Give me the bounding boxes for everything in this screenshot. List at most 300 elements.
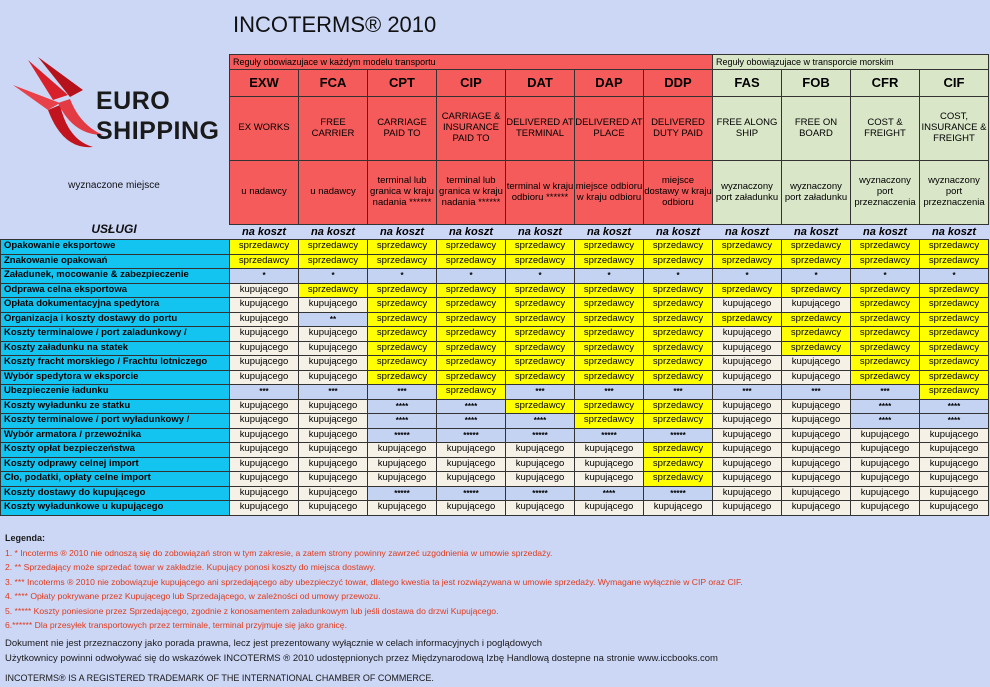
cost-label: na koszt [644, 225, 713, 240]
responsibility-cell: sprzedawcy [644, 472, 713, 487]
responsibility-cell: sprzedawcy [575, 356, 644, 371]
responsibility-cell: sprzedawcy [920, 298, 989, 313]
cost-label: na koszt [299, 225, 368, 240]
responsibility-cell: kupującego [230, 486, 299, 501]
responsibility-cell: sprzedawcy [644, 298, 713, 313]
legend-item: 3. *** Incoterms ® 2010 nie zobowiązuje kupującego ani sprzedającego aby ubezpieczyć towar, dlatego kwestia ta jest rozwiązywana w umowie sprzedaży. Wymagane wyłącznie w CIP oraz CIF. [5, 576, 743, 587]
cost-label: na koszt [920, 225, 989, 240]
term-description: FREE CARRIER [299, 97, 368, 161]
responsibility-cell: **** [368, 414, 437, 429]
service-label: Koszty fracht morskiego / Frachtu lotniczego [1, 356, 230, 371]
responsibility-cell: sprzedawcy [782, 312, 851, 327]
legend-item: 1. * Incoterms ® 2010 nie odnoszą się do zobowiązań stron w tym zakresie, a zatem strony powinny zawrzeć uzgodnienia w umowie sprzedaży. [5, 547, 553, 558]
responsibility-cell: kupującego [506, 457, 575, 472]
responsibility-cell: **** [368, 399, 437, 414]
table-row [1, 385, 989, 400]
responsibility-cell: **** [851, 399, 920, 414]
term-place: wyznaczony port załadunku [782, 161, 851, 225]
term-place: u nadawcy [299, 161, 368, 225]
responsibility-cell: kupującego [782, 486, 851, 501]
service-label: Załadunek, mocowanie & zabezpieczenie [1, 269, 230, 284]
term-code-dat: DAT [506, 70, 575, 97]
table-row [1, 486, 989, 501]
incoterms-table [0, 54, 989, 516]
responsibility-cell: sprzedawcy [644, 327, 713, 342]
responsibility-cell: kupującego [851, 457, 920, 472]
responsibility-cell: sprzedawcy [644, 370, 713, 385]
responsibility-cell: kupującego [851, 472, 920, 487]
responsibility-cell: kupującego [299, 399, 368, 414]
responsibility-cell: kupującego [644, 501, 713, 516]
responsibility-cell: sprzedawcy [368, 356, 437, 371]
responsibility-cell: **** [437, 414, 506, 429]
term-place: wyznaczony port przeznaczenia [920, 161, 989, 225]
responsibility-cell: kupującego [299, 298, 368, 313]
responsibility-cell: ***** [506, 486, 575, 501]
responsibility-cell: kupującego [299, 486, 368, 501]
responsibility-cell: sprzedawcy [713, 240, 782, 255]
responsibility-cell: sprzedawcy [920, 283, 989, 298]
responsibility-cell: kupującego [230, 327, 299, 342]
term-place: terminal lub granica w kraju nadania ****** [437, 161, 506, 225]
responsibility-cell: kupującego [368, 443, 437, 458]
term-description: DELIVERED AT PLACE [575, 97, 644, 161]
responsibility-cell: sprzedawcy [437, 385, 506, 400]
logo-text-shipping: SHIPPING [96, 117, 220, 145]
responsibility-cell: kupującego [575, 501, 644, 516]
responsibility-cell: * [782, 269, 851, 284]
responsibility-cell: kupującego [437, 501, 506, 516]
responsibility-cell: kupującego [299, 457, 368, 472]
responsibility-cell: kupującego [713, 443, 782, 458]
responsibility-cell: sprzedawcy [299, 254, 368, 269]
responsibility-cell: kupującego [782, 370, 851, 385]
responsibility-cell: sprzedawcy [920, 370, 989, 385]
responsibility-cell: sprzedawcy [920, 385, 989, 400]
responsibility-cell: *** [575, 385, 644, 400]
term-description: FREE ON BOARD [782, 97, 851, 161]
responsibility-cell: kupującego [575, 443, 644, 458]
responsibility-cell: sprzedawcy [575, 399, 644, 414]
legend [5, 531, 743, 633]
responsibility-cell: kupującego [230, 457, 299, 472]
service-label: Koszty dostawy do kupującego [1, 486, 230, 501]
responsibility-cell: sprzedawcy [782, 341, 851, 356]
responsibility-cell: kupującego [299, 356, 368, 371]
disclaimer [5, 637, 718, 666]
table-row [1, 356, 989, 371]
responsibility-cell: sprzedawcy [920, 356, 989, 371]
responsibility-cell: kupującego [782, 298, 851, 313]
responsibility-cell: kupującego [920, 472, 989, 487]
responsibility-cell: kupującego [230, 370, 299, 385]
responsibility-cell: sprzedawcy [299, 240, 368, 255]
responsibility-cell: *** [713, 385, 782, 400]
cost-label: na koszt [230, 225, 299, 240]
responsibility-cell: sprzedawcy [644, 443, 713, 458]
responsibility-cell: sprzedawcy [368, 327, 437, 342]
table-row [1, 472, 989, 487]
responsibility-cell: kupującego [299, 443, 368, 458]
responsibility-cell: sprzedawcy [368, 298, 437, 313]
responsibility-cell: sprzedawcy [644, 356, 713, 371]
banner-all-transport: Reguły obowiazujace w każdym modelu transportu [230, 55, 713, 70]
cost-label: na koszt [368, 225, 437, 240]
responsibility-cell: sprzedawcy [506, 370, 575, 385]
responsibility-cell: ** [299, 312, 368, 327]
responsibility-cell: sprzedawcy [506, 399, 575, 414]
responsibility-cell: kupującego [782, 399, 851, 414]
term-code-fca: FCA [299, 70, 368, 97]
table-row [1, 254, 989, 269]
term-description: FREE ALONG SHIP [713, 97, 782, 161]
responsibility-cell: sprzedawcy [782, 240, 851, 255]
responsibility-cell: sprzedawcy [368, 370, 437, 385]
responsibility-cell: kupującego [782, 443, 851, 458]
responsibility-cell: *** [644, 385, 713, 400]
term-place: wyznaczony port przeznaczenia [851, 161, 920, 225]
responsibility-cell: sprzedawcy [506, 240, 575, 255]
responsibility-cell: sprzedawcy [437, 283, 506, 298]
responsibility-cell: **** [851, 414, 920, 429]
responsibility-cell: kupującego [920, 501, 989, 516]
responsibility-cell: kupującego [782, 428, 851, 443]
responsibility-cell: ***** [644, 428, 713, 443]
responsibility-cell: kupującego [506, 472, 575, 487]
responsibility-cell: kupującego [230, 298, 299, 313]
responsibility-cell: kupującego [713, 486, 782, 501]
responsibility-cell: sprzedawcy [575, 312, 644, 327]
responsibility-cell: kupującego [713, 399, 782, 414]
responsibility-cell: sprzedawcy [713, 283, 782, 298]
responsibility-cell: kupującego [713, 501, 782, 516]
responsibility-cell: sprzedawcy [506, 341, 575, 356]
trademark-note: INCOTERMS® IS A REGISTERED TRADEMARK OF THE INTERNATIONAL CHAMBER OF COMMERCE. [5, 673, 434, 683]
responsibility-cell: kupującego [782, 457, 851, 472]
term-code-dap: DAP [575, 70, 644, 97]
responsibility-cell: kupującego [230, 501, 299, 516]
responsibility-cell: * [230, 269, 299, 284]
legend-item: 4. **** Opłaty pokrywane przez Kupującego lub Sprzedającego, w zależności od umowy przewozu. [5, 591, 381, 601]
responsibility-cell: sprzedawcy [437, 341, 506, 356]
responsibility-cell: * [851, 269, 920, 284]
header-spacer [1, 55, 230, 240]
responsibility-cell: kupującego [713, 341, 782, 356]
responsibility-cell: sprzedawcy [368, 341, 437, 356]
responsibility-cell: **** [575, 486, 644, 501]
responsibility-cell: sprzedawcy [368, 254, 437, 269]
responsibility-cell: kupującego [713, 370, 782, 385]
service-label: Koszty wyładunkowe u kupującego [1, 501, 230, 516]
responsibility-cell: sprzedawcy [782, 254, 851, 269]
responsibility-cell: sprzedawcy [644, 341, 713, 356]
responsibility-cell: sprzedawcy [851, 283, 920, 298]
table-row [1, 399, 989, 414]
term-place: miejsce odbioru w kraju odbioru [575, 161, 644, 225]
responsibility-cell: sprzedawcy [920, 327, 989, 342]
responsibility-cell: kupującego [920, 443, 989, 458]
service-label: Koszty odprawy celnej import [1, 457, 230, 472]
responsibility-cell: kupującego [230, 472, 299, 487]
responsibility-cell: kupującego [920, 486, 989, 501]
disclaimer-line: Użytkownicy powinni odwoływać się do wskazówek INCOTERMS ® 2010 udostępnionych przez Międzynarodową Izbę Handlową dostepne na stronie www.iccbooks.com [5, 652, 718, 664]
responsibility-cell: sprzedawcy [437, 254, 506, 269]
responsibility-cell: kupującego [230, 428, 299, 443]
responsibility-cell: sprzedawcy [920, 341, 989, 356]
term-description: COST, INSURANCE & FREIGHT [920, 97, 989, 161]
responsibility-cell: *** [506, 385, 575, 400]
table-row [1, 501, 989, 516]
responsibility-cell: sprzedawcy [920, 240, 989, 255]
term-description: CARRIAGE & INSURANCE PAID TO [437, 97, 506, 161]
cost-label: na koszt [782, 225, 851, 240]
service-label: Ubezpieczenie ładunku [1, 385, 230, 400]
responsibility-cell: sprzedawcy [644, 283, 713, 298]
responsibility-cell: sprzedawcy [575, 254, 644, 269]
responsibility-cell: sprzedawcy [575, 283, 644, 298]
responsibility-cell: **** [920, 414, 989, 429]
cost-label: na koszt [437, 225, 506, 240]
responsibility-cell: sprzedawcy [575, 240, 644, 255]
table-row [1, 283, 989, 298]
responsibility-cell: sprzedawcy [575, 414, 644, 429]
responsibility-cell: sprzedawcy [851, 254, 920, 269]
responsibility-cell: kupującego [506, 443, 575, 458]
responsibility-cell: kupującego [713, 327, 782, 342]
responsibility-cell: *** [299, 385, 368, 400]
responsibility-cell: sprzedawcy [437, 327, 506, 342]
responsibility-cell: **** [920, 399, 989, 414]
table-row [1, 269, 989, 284]
responsibility-cell: kupującego [713, 414, 782, 429]
term-place: wyznaczony port załadunku [713, 161, 782, 225]
responsibility-cell: sprzedawcy [851, 327, 920, 342]
responsibility-cell: kupującego [713, 298, 782, 313]
service-label: Koszty załadunku na statek [1, 341, 230, 356]
responsibility-cell: sprzedawcy [713, 312, 782, 327]
responsibility-cell: kupującego [782, 356, 851, 371]
responsibility-cell: kupującego [851, 501, 920, 516]
responsibility-cell: sprzedawcy [230, 254, 299, 269]
term-code-exw: EXW [230, 70, 299, 97]
responsibility-cell: kupującego [713, 356, 782, 371]
responsibility-cell: sprzedawcy [644, 312, 713, 327]
responsibility-cell: sprzedawcy [644, 414, 713, 429]
responsibility-cell: * [506, 269, 575, 284]
responsibility-cell: kupującego [230, 341, 299, 356]
responsibility-cell: sprzedawcy [644, 399, 713, 414]
responsibility-cell: * [437, 269, 506, 284]
responsibility-cell: kupującego [437, 443, 506, 458]
responsibility-cell: sprzedawcy [644, 240, 713, 255]
responsibility-cell: * [920, 269, 989, 284]
responsibility-cell: kupującego [575, 457, 644, 472]
responsibility-cell: sprzedawcy [299, 283, 368, 298]
service-label: Koszty wyładunku ze statku [1, 399, 230, 414]
responsibility-cell: ***** [437, 486, 506, 501]
responsibility-cell: * [368, 269, 437, 284]
service-label: Odprawa celna eksportowa [1, 283, 230, 298]
responsibility-cell: kupującego [920, 457, 989, 472]
responsibility-cell: kupującego [230, 356, 299, 371]
responsibility-cell: ***** [437, 428, 506, 443]
responsibility-cell: kupującego [368, 457, 437, 472]
responsibility-cell: kupującego [920, 428, 989, 443]
responsibility-cell: ***** [644, 486, 713, 501]
responsibility-cell: kupującego [299, 472, 368, 487]
responsibility-cell: sprzedawcy [575, 298, 644, 313]
term-place: u nadawcy [230, 161, 299, 225]
responsibility-cell: kupującego [368, 501, 437, 516]
legend-item: 2. ** Sprzedający może sprzedać towar w zakładzie. Kupujący ponosi koszty do miejsca dostawy. [5, 562, 376, 572]
service-label: Koszty terminalowe / port zaladunkowy / [1, 327, 230, 342]
responsibility-cell: * [299, 269, 368, 284]
responsibility-cell: sprzedawcy [851, 370, 920, 385]
responsibility-cell: sprzedawcy [851, 298, 920, 313]
responsibility-cell: kupującego [851, 428, 920, 443]
responsibility-cell: kupującego [782, 472, 851, 487]
table-row [1, 240, 989, 255]
term-place: terminal w kraju odbioru ****** [506, 161, 575, 225]
responsibility-cell: sprzedawcy [851, 341, 920, 356]
responsibility-cell: * [713, 269, 782, 284]
responsibility-cell: sprzedawcy [506, 356, 575, 371]
term-code-cif: CIF [920, 70, 989, 97]
responsibility-cell: kupującego [713, 472, 782, 487]
responsibility-cell: sprzedawcy [437, 298, 506, 313]
responsibility-cell: sprzedawcy [506, 254, 575, 269]
responsibility-cell: sprzedawcy [920, 254, 989, 269]
responsibility-cell: **** [506, 414, 575, 429]
services-label: USŁUGI [91, 222, 137, 236]
responsibility-cell: *** [782, 385, 851, 400]
term-description: DELIVERED AT TERMINAL [506, 97, 575, 161]
responsibility-cell: sprzedawcy [644, 254, 713, 269]
service-label: Wybór spedytora w eksporcie [1, 370, 230, 385]
cost-label: na koszt [506, 225, 575, 240]
responsibility-cell: kupującego [230, 283, 299, 298]
responsibility-cell: sprzedawcy [437, 240, 506, 255]
term-code-fas: FAS [713, 70, 782, 97]
place-label: wyznaczone miejsce [68, 180, 160, 191]
term-description: COST & FREIGHT [851, 97, 920, 161]
responsibility-cell: **** [437, 399, 506, 414]
service-label: Opłata dokumentacyjna spedytora [1, 298, 230, 313]
responsibility-cell: kupującego [851, 443, 920, 458]
responsibility-cell: *** [230, 385, 299, 400]
responsibility-cell: kupującego [230, 414, 299, 429]
legend-item: 6.****** Dla przesyłek transportowych przez terminale, terminal przyjmuje się jako granicę. [5, 620, 347, 630]
term-description: CARRIAGE PAID TO [368, 97, 437, 161]
responsibility-cell: kupującego [506, 501, 575, 516]
legend-title: Legenda: [5, 533, 46, 543]
term-place: terminal lub granica w kraju nadania ****** [368, 161, 437, 225]
responsibility-cell: kupującego [299, 501, 368, 516]
responsibility-cell: sprzedawcy [506, 298, 575, 313]
term-code-cfr: CFR [851, 70, 920, 97]
table-row [1, 341, 989, 356]
responsibility-cell: sprzedawcy [506, 327, 575, 342]
responsibility-cell: ***** [368, 486, 437, 501]
responsibility-cell: sprzedawcy [782, 283, 851, 298]
responsibility-cell: sprzedawcy [368, 312, 437, 327]
responsibility-cell: kupującego [782, 501, 851, 516]
responsibility-cell: * [644, 269, 713, 284]
responsibility-cell: ***** [575, 428, 644, 443]
responsibility-cell: kupującego [851, 486, 920, 501]
term-code-ddp: DDP [644, 70, 713, 97]
disclaimer-line: Dokument nie jest przeznaczony jako porada prawna, lecz jest prezentowany wyłącznie w celach informacyjnych i poglądowych [5, 638, 543, 649]
service-label: Opakowanie eksportowe [1, 240, 230, 255]
service-label: Koszty opłat bezpieczeństwa [1, 443, 230, 458]
responsibility-cell: sprzedawcy [713, 254, 782, 269]
table-row [1, 327, 989, 342]
banner-sea-transport: Reguły obowiązujace w transporcie morskim [713, 55, 989, 70]
term-place: miejsce dostawy w kraju odbioru [644, 161, 713, 225]
table-row [1, 414, 989, 429]
cost-label: na koszt [851, 225, 920, 240]
responsibility-cell: kupującego [299, 370, 368, 385]
legend-item: 5. ***** Koszty poniesione przez Sprzedającego, zgodnie z konosamentem załadunkowym lub jeśli dostawa do drzwi Kupującego. [5, 605, 499, 616]
responsibility-cell: sprzedawcy [644, 457, 713, 472]
table-row [1, 443, 989, 458]
responsibility-cell: ***** [368, 428, 437, 443]
service-label: Wybór armatora / przewoźnika [1, 428, 230, 443]
term-code-cpt: CPT [368, 70, 437, 97]
cost-label: na koszt [713, 225, 782, 240]
term-code-fob: FOB [782, 70, 851, 97]
responsibility-cell: sprzedawcy [368, 240, 437, 255]
page-title: INCOTERMS® 2010 [233, 12, 437, 37]
responsibility-cell: kupującego [299, 414, 368, 429]
responsibility-cell: kupującego [230, 312, 299, 327]
responsibility-cell: sprzedawcy [368, 283, 437, 298]
responsibility-cell: kupującego [713, 457, 782, 472]
responsibility-cell: sprzedawcy [575, 341, 644, 356]
responsibility-cell: *** [851, 385, 920, 400]
service-label: Cło, podatki, opłaty celne import [1, 472, 230, 487]
responsibility-cell: sprzedawcy [437, 370, 506, 385]
responsibility-cell: *** [368, 385, 437, 400]
responsibility-cell: sprzedawcy [506, 312, 575, 327]
term-description: EX WORKS [230, 97, 299, 161]
service-label: Organizacja i koszty dostawy do portu [1, 312, 230, 327]
responsibility-cell: * [575, 269, 644, 284]
responsibility-cell: kupującego [230, 399, 299, 414]
table-row [1, 370, 989, 385]
responsibility-cell: sprzedawcy [920, 312, 989, 327]
responsibility-cell: sprzedawcy [575, 327, 644, 342]
responsibility-cell: sprzedawcy [782, 327, 851, 342]
responsibility-cell: sprzedawcy [230, 240, 299, 255]
responsibility-cell: kupującego [437, 472, 506, 487]
responsibility-cell: sprzedawcy [575, 370, 644, 385]
table-row [1, 312, 989, 327]
responsibility-cell: kupującego [299, 327, 368, 342]
table-row [1, 428, 989, 443]
term-code-cip: CIP [437, 70, 506, 97]
responsibility-cell: kupującego [437, 457, 506, 472]
logo-text-euro: EURO [96, 87, 171, 115]
responsibility-cell: sprzedawcy [851, 312, 920, 327]
responsibility-cell: sprzedawcy [851, 356, 920, 371]
term-description: DELIVERED DUTY PAID [644, 97, 713, 161]
responsibility-cell: kupującego [299, 428, 368, 443]
responsibility-cell: kupującego [368, 472, 437, 487]
responsibility-cell: kupującego [575, 472, 644, 487]
service-label: Koszty terminalowe / port wyładunkowy / [1, 414, 230, 429]
responsibility-cell: sprzedawcy [437, 312, 506, 327]
